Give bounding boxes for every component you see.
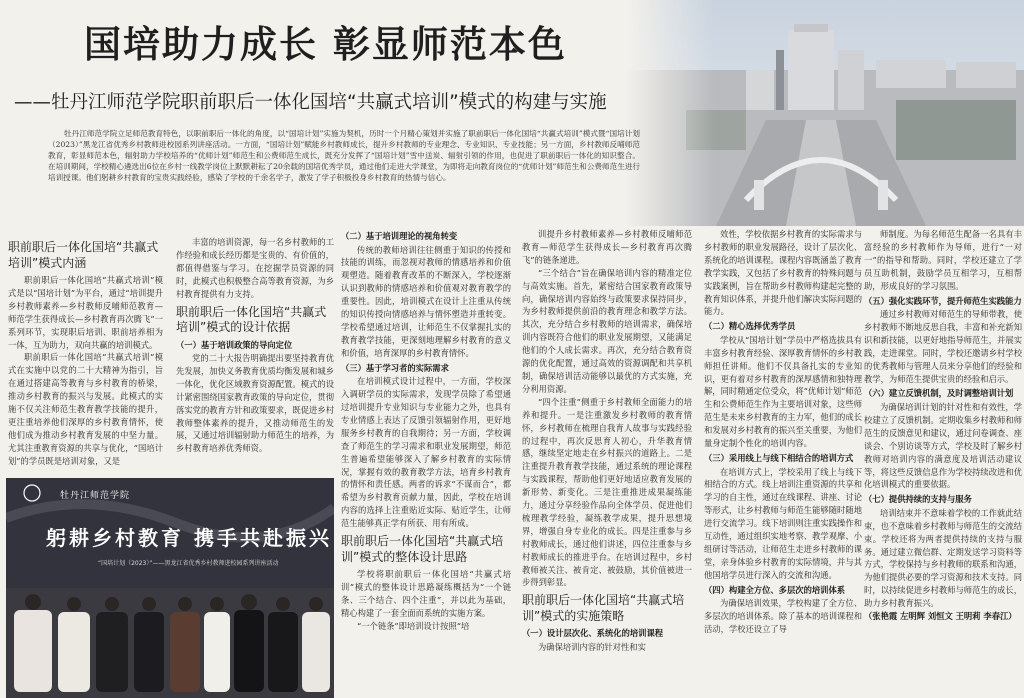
paragraph: 培训结束并不意味着学校的工作就此结束，也不意味着乡村教师与师范生的交流结束。学校还将为两者提供持续的支持与服务。通过建立微信群、定期发送学习资料等方式，学校保持与乡村教师的联系和沟通，为他们提供必要的学习资源和技术支持。同时，以持续促进乡村教师与师范生的成长，助力乡村教育振兴。 (864, 507, 1022, 609)
paragraph: 在培训模式设计过程中，一方面，学校深入调研学员的实际需求，发现学员除了希望通过培训提升专业知识与专业能力之外，也具有专业情感上表达了反馈引领辐射作用，更好地服务乡村教育的自我期待；另一方面，学校调查了师范生的学习需求和职业发展期望，师范生普遍希望能够深入了解乡村教育的实际情况，掌握有效的教育教学方法，培育乡村教育的情怀和责任感。两者的诉求“不谋而合”，都希望为乡村教育贡献力量，因此，学校在培训内容的选择上注重贴近实际、贴近学生，让师范生能够真正学有所获、用有所成。 (341, 376, 511, 529)
banner-title: 躬耕乡村教育 携手共赴振兴 (46, 526, 332, 550)
headline: 国培助力成长 彰显师范本色 (84, 23, 567, 66)
paragraph: 学校将职前职后一体化国培“共赢式培训”模式的整体设计思路凝练概括为“一个链条、三个结合、四个注重”，并以此为基础，精心构建了一套全面而系统的实施方案。 (341, 569, 511, 618)
subheading: （三）基于学习者的实际需求 (341, 362, 449, 373)
paragraph: 传统的教师培训往往侧重于知识的传授和技能的训练，而忽视对教师的情感培养和价值观塑造。随着教育改革的不断深入，学校逐渐认识到教师的情感培养和价值观对教育教学的重要性。因此，培训模式在设计上注重从传统的知识传授向情感培养与情怀塑造并重转变。学校希望通过培训，让师范生不仅掌握扎实的教育教学技能，更深刻地理解乡村教育的意义和价值，培育深厚的乡村教育情怀。 (341, 244, 511, 358)
event-photo (6, 478, 334, 698)
paragraph: 丰富的培训资源，每一名乡村教师的工作经验和成长经历都是宝贵的、有价值的，都值得借鉴与学习。在挖掘学员资源的同时，此模式也积极整合高等教育资源，为乡村教育提供有力支持。 (176, 237, 334, 299)
paragraph: “四个注重”侧重于乡村教师全面能力的培养和提升。一是注重激发乡村教师的教育情怀，乡村教师在梳理自我育人故事与实践经验的过程中，再次反思育人初心，升华教育情感，继续坚定地走在乡村振兴的道路上。二是注重提升教育教学技能，通过系统的理论课程与实践课程，帮助他们更好地适应教育发展的新形势、新变化。三是注重推进成果凝练能力，通过分享经验作品向全体学员、促进他们梳理教学经验，凝练教学成果，提升思想境界，增强自身专业化的成长。四是注重参与乡村教师成长，通过他们讲述，四位注重参与乡村教师成长的推进乎台。在培训过程中，乡村教师被关注、被肯定、被鼓励，其价值被进一步得到彰显。 (522, 396, 692, 588)
banner-subtitle: “国培计划（2023）”——黑龙江省优秀乡村教师进校园系列讲座活动 (98, 560, 279, 567)
paragraph: 通过乡村教师对师范生的导师带教，使乡村教师不断地反思自我，丰富和补充新知识和新技能，以更好地指导师范生，并展实践，走进课堂。同时，学校还邀请乡村学校的优秀教师与管理人员来分享他们的经验和教学，为师范生提供宝贵的经验和启示。 (864, 309, 1022, 384)
column-2 (176, 236, 334, 455)
paragraph: 职前职后一体化国培“共赢式培训”模式在实施中以党的二十大精神为指引，旨在通过搭建高等教育与乡村教育的桥梁，推动乡村教育的振兴与发展。此模式的实施不仅关注师范生教育教学技能的提升，更注重培养他们深厚的乡村教育情怀，使他们成为推动乡村教育发展的中坚力量。尤其注重教育资源的共享与优化，“国培计划”的学员既是培训对象，又是 (8, 352, 163, 466)
section-heading-design-basis: 职前职后一体化国培“共赢式培训”模式的设计依据 (176, 304, 327, 335)
paragraph: 训提升乡村教师素养—乡村教师反哺师范教育—师范学生获得成长—乡村教育再次腾飞”的链条递进。 (522, 229, 692, 265)
subheading: （五）强化实践环节，提升师范生实践能力 (864, 295, 1022, 306)
subheading: （七）提供持续的支持与服务 (864, 494, 972, 505)
paragraph: 学校从“国培计划”学员中严格选拔具有丰富乡村教育经验、深厚教育情怀的乡村教师担任讲师。他们不仅具备扎实的专业知识，更有着对乡村教育的深厚感情和独特理解，同时精通定位受众，将“优师计划”师范生和公费师范生作为主要培训对象，这些师范生是未来乡村教育的主力军，他们的成长和发展对乡村教育的振兴至关重要，为他们量身定制个性化的培训内容。 (704, 334, 862, 449)
column-6 (864, 228, 1022, 623)
column-3 (341, 228, 511, 633)
paragraph: 党的二十大报告明确提出要坚持教育优先发展，加快义务教育优质均衡发展和城乡一体化，优化区域教育资源配置。模式的设计紧密围绕国家教育政策的导向定位，贯彻落实党的教育方针和政策要求，既促进乡村教师整体素养的提升，又推动师范生的发展，又通过培训辐射助力师范生的培养，为乡村教育培养优秀师资。 (176, 353, 334, 454)
paragraph: “三个结合”旨在确保培训内容的精准定位与高效实施。首先，紧密结合国家教育政策导向，确保培训内容始终与政策要求保持同步，为乡村教师提供前沿的教育理念和教学方法。其次，充分结合乡村教师的培训需求，确保培训内容既符合他们的职业发展期望，又能满足他们的个人成长需求。再次，充分结合教育资源的优化配置，通过高效的资源调配和共享机制，确保培训活动能够以最优的方式实施，充分利用资源。 (522, 267, 692, 394)
subheading: （二）精心选择优秀学员 (704, 321, 796, 332)
paragraph: 为确保培训效果，学校构建了全方位、多层次的培训体系。除了基本的培训课程和活动，学校还设立了导 (704, 598, 862, 634)
paragraph: 效性，学校依据乡村教育的实际需求与乡村教师的职业发展路径，设计了层次化、系统化的培训课程。课程内容既涵盖了教育教学实践，又包括了乡村教育的特殊问题与实践案例，旨在帮助乡村教师构建起完整的教育知识体系，并提升他们解决实际问题的能力。 (704, 229, 862, 317)
paragraph: “一个链条”即培训设计按照“培 (357, 620, 470, 631)
section-heading-strategy: 职前职后一体化国培“共赢式培训”模式的实施策略 (522, 593, 685, 623)
paragraph: 职前职后一体化国培“共赢式培训”模式是以“国培计划”为平台，通过“培训提升乡村教师素养—乡村教师反哺师范教育—师范学生获得成长—乡村教育再次腾飞”一系列环节，实现职后培训、职前培养相为一体，互为助力，双向共赢的培训模式。 (8, 275, 163, 350)
paragraph: 师制度。为每名师范生配备一名具有丰富经验的乡村教师作为导师，进行“一对一”的指导和帮助。同时，学校还建立了学员互助机制，鼓励学员互相学习，互相帮助，形成良好的学习氛围。 (864, 229, 1022, 291)
intro-paragraph: 牡丹江师范学院立足师范教育特色，以职前职后一体化的角度，以“国培计划”实施为契机，历时一个月精心策划并实施了职前职后一体化国培“共赢式培训”模式暨“国培计划（2023）”黑龙江省优秀乡村教师进校园系列讲座活动。一方面，“国培计划”赋能乡村教师成长，提升乡村教师的专业理念、专业知识、专业技能；另一方面，乡村教师反哺师范教育，彰显师范本色，辐射助力学校培养的“优师计划”师范生和公费师范生成长，既充分发挥了“国培计划”雪中送炭、辐射引领的作用，也促进了职前职后一体化的知识整合。在培训期间，学校精心遴选出6位在乡村一线教学岗位上默默耕耘了20余载的国培优秀学员，通过他们走进大学课堂，为即将走向教育岗位的“优师计划”师范生和公费师范生进行培训授课。他们躬耕乡村教育的宝贵实践经验，感染了学校的千余名学子，激发了学子积极投身乡村教育的热情与信心。 (48, 129, 640, 183)
subheading: （四）构建全方位、多层次的培训体系 (704, 584, 846, 595)
paragraph: 为确保培训内容的针对性和实 (538, 641, 646, 652)
subheading: （一）设计层次化、系统化的培训课程 (522, 628, 664, 639)
paragraph: 为确保培训计划的针对性和有效性，学校建立了反馈机制。定期收集乡村教师和师范生的反馈意见和建议，通过问卷调查、座谈会、个别访谈等方式，学校及时了解乡村教师对培训内容的满意度及培训活动建议等，将这些反馈信息作为学校持续改进和优化培训模式的重要依据。 (864, 401, 1022, 490)
section-heading-overall-design: 职前职后一体化国培“共赢式培训”模式的整体设计思路 (341, 534, 504, 564)
subheading: （三）采用线上与线下相结合的培训方式 (704, 453, 854, 463)
column-4 (522, 228, 692, 654)
subheading: （二）基于培训理论的视角转变 (341, 231, 458, 241)
section-heading-connotation: 职前职后一体化国培“共赢式培训”模式内涵 (8, 240, 159, 270)
column-1 (8, 236, 163, 468)
subheading: （六）建立反馈机制，及时调整培训计划 (864, 388, 1014, 399)
subheading: （一）基于培训政策的导向定位 (176, 339, 293, 350)
banner-school-name: 牡丹江师范学院 (60, 491, 131, 501)
campus-aerial-photo (626, 0, 1024, 226)
byline: （张艳霞 左明辉 刘恒文 王明莉 李春江） (864, 611, 1017, 622)
paragraph: 在培训方式上，学校采用了线上与线下相结合的方式。线上培训注重资源的共享和学习的自主性，通过在线课程、讲座、讨论等形式，让乡村教师与师范生能够随时随地进行交流学习。线下培训则注重实践操作和互动性，通过组织实地考察、教学观摩、小组研讨等活动，让师范生走进乡村教师的课堂，亲身体验乡村教育的实际情境，并与其他国培学员进行深入的交流和沟通。 (704, 466, 862, 580)
subhead: ——牡丹江师范学院职前职后一体化国培“共赢式培训”模式的构建与实施 (14, 92, 607, 113)
column-5 (704, 228, 862, 636)
